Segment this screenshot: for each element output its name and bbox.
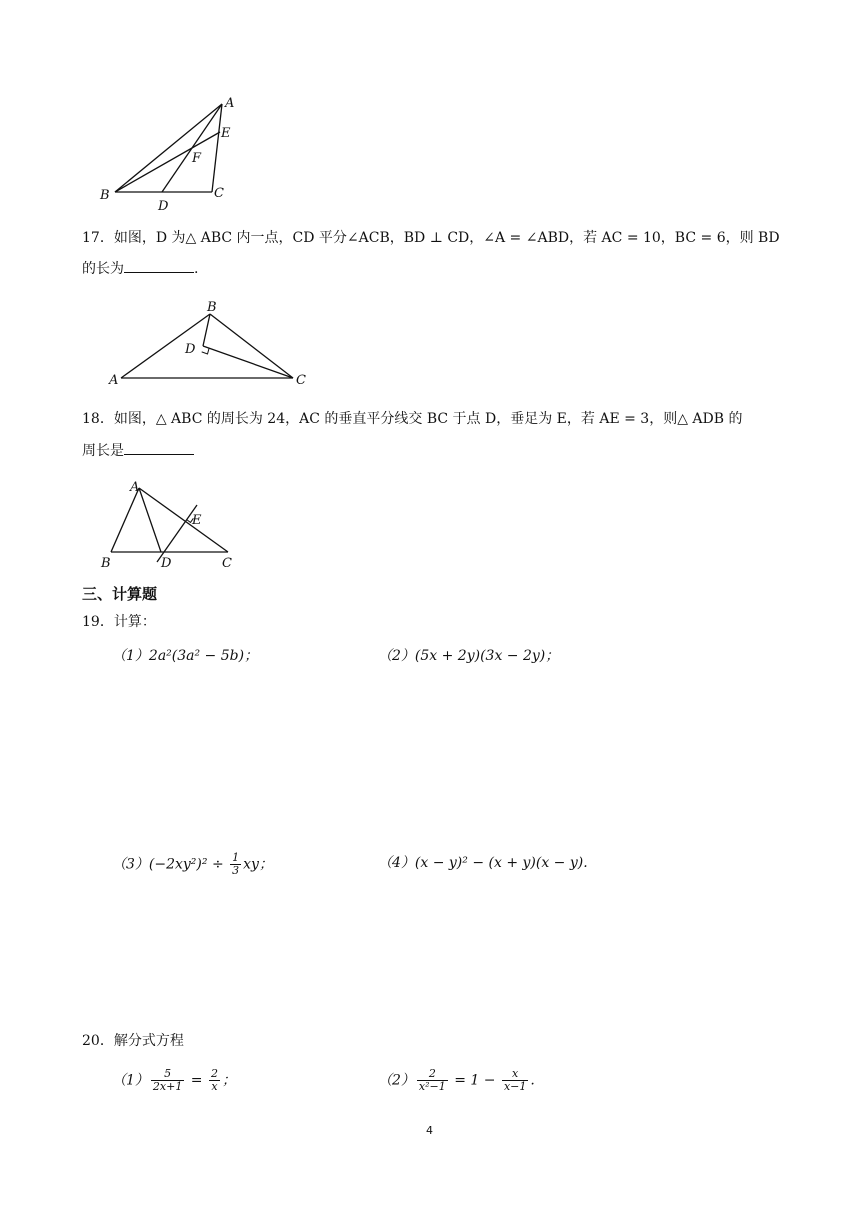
fraction-denominator: x−1	[503, 1080, 527, 1093]
fraction-denominator: 3	[232, 864, 240, 877]
question-18-line2-text: 周长是	[82, 443, 124, 459]
figure-q16	[90, 90, 270, 215]
label-e: E	[192, 513, 202, 528]
label-d: D	[158, 199, 169, 214]
fraction-denominator: x²−1	[418, 1080, 446, 1093]
q20-p2-end: .	[530, 1072, 535, 1089]
question-19-part-4: （4）(x − y)² − (x + y)(x − y).	[378, 855, 588, 871]
q20-p2-mid: = 1 −	[449, 1072, 500, 1089]
fraction	[151, 1068, 184, 1093]
label-b: B	[207, 300, 217, 315]
label-b: B	[101, 556, 111, 571]
question-17-line2	[82, 258, 198, 280]
fraction-denominator: 2x+1	[152, 1080, 183, 1093]
fraction	[417, 1068, 448, 1093]
answer-blank-17[interactable]	[124, 258, 194, 273]
fraction-numerator: 2	[210, 1067, 218, 1080]
fraction-numerator: 5	[164, 1067, 172, 1080]
label-f: F	[192, 151, 202, 166]
question-20-part-2	[378, 1068, 535, 1093]
equals-sign: =	[186, 1072, 207, 1089]
q20-p2-label: （2）	[378, 1072, 415, 1089]
question-17-end: .	[194, 261, 199, 277]
section-heading: 三、计算题	[82, 585, 158, 603]
label-c: C	[214, 186, 224, 201]
question-20-stem: 20．解分式方程	[82, 1033, 184, 1049]
label-c: C	[296, 373, 306, 388]
label-e: E	[221, 126, 231, 141]
fraction-numerator: 2	[428, 1067, 436, 1080]
question-19-part-1: （1）2a²(3a² − 5b)；	[112, 648, 259, 664]
label-d: D	[185, 342, 196, 357]
q20-p1-end: ；	[221, 1072, 236, 1089]
question-17-line1: 17．如图，D 为△ ABC 内一点，CD 平分∠ACB，BD ⊥ CD，∠A = ∠ABD，若 AC = 10，BC = 6，则 BD	[82, 230, 780, 246]
label-c: C	[222, 556, 232, 571]
question-17-line2-text: 的长为	[82, 261, 124, 277]
label-b: B	[100, 188, 110, 203]
question-18-line1: 18．如图，△ ABC 的周长为 24，AC 的垂直平分线交 BC 于点 D，垂足为 E，若 AE = 3，则△ ADB 的	[82, 411, 743, 427]
fraction	[209, 1068, 220, 1093]
fraction-numerator: x	[512, 1067, 519, 1080]
figure-q17	[100, 296, 320, 388]
question-19-stem: 19．计算：	[82, 614, 156, 630]
q19-p3-post: xy；	[243, 856, 273, 873]
fraction-denominator: x	[211, 1080, 218, 1093]
figure-q18	[98, 476, 248, 574]
label-a: A	[225, 96, 235, 111]
answer-blank-18[interactable]	[124, 440, 194, 455]
question-18-line2	[82, 440, 194, 462]
question-20-part-1	[112, 1068, 236, 1093]
fraction	[230, 852, 241, 877]
label-a: A	[130, 480, 140, 495]
label-a: A	[109, 373, 119, 388]
fraction-numerator: 1	[232, 851, 240, 864]
question-19-part-2: （2）(5x + 2y)(3x − 2y)；	[378, 648, 560, 664]
label-d: D	[161, 556, 172, 571]
q19-p3-pre: （3）(−2xy²)² ÷	[112, 856, 229, 873]
fraction	[502, 1068, 528, 1093]
page-number: 4	[426, 1124, 433, 1137]
question-19-part-3	[112, 852, 273, 877]
q20-p1-label: （1）	[112, 1072, 149, 1089]
